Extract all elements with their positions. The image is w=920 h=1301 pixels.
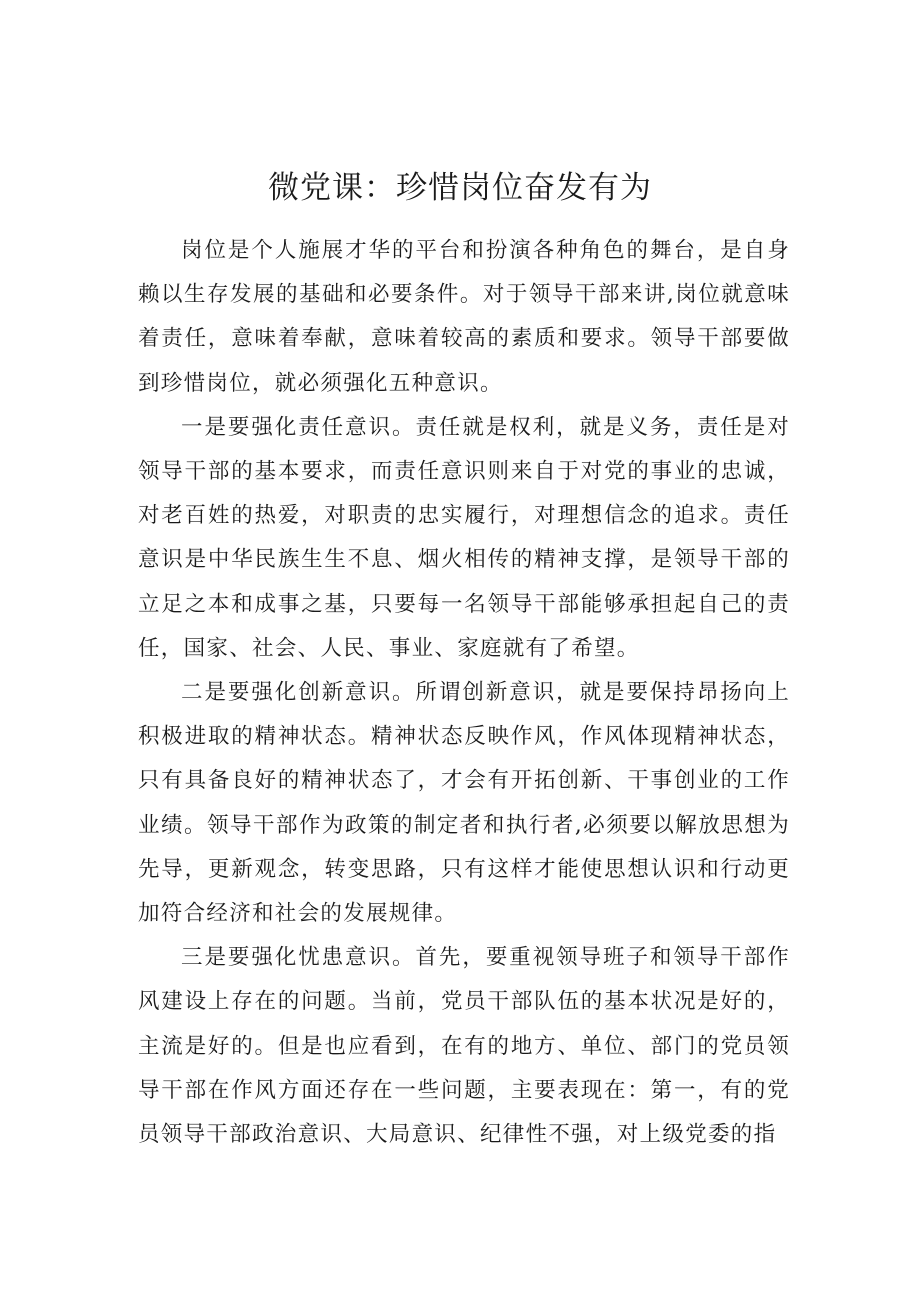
document-body xyxy=(138,229,790,1157)
paragraph-innovation: 二是要强化创新意识。所谓创新意识，就是要保持昂扬向上积极进取的精神状态。精神状态反映作风，作风体现精神状态，只有具备良好的精神状态了，才会有开拓创新、干事创业的工作业绩。领导干部作为政策的制定者和执行者,必须要以解放思想为先导，更新观念，转变思路，只有这样才能使思想认识和行动更加符合经济和社会的发展规律。 xyxy=(138,680,790,927)
document-title: 微党课：珍惜岗位奋发有为 xyxy=(268,170,652,206)
paragraph-responsibility: 一是要强化责任意识。责任就是权利，就是义务，责任是对领导干部的基本要求，而责任意识则来自于对党的事业的忠诚，对老百姓的热爱，对职责的忠实履行，对理想信念的追求。责任意识是中华民族生生不息、烟火相传的精神支撑，是领导干部的立足之本和成事之基，只要每一名领导干部能够承担起自己的责任，国家、社会、人民、事业、家庭就有了希望。 xyxy=(138,414,790,661)
paragraph-intro: 岗位是个人施展才华的平台和扮演各种角色的舞台，是自身赖以生存发展的基础和必要条件。对于领导干部来讲,岗位就意味着责任，意味着奉献，意味着较高的素质和要求。领导干部要做到珍惜岗位，就必须强化五种意识。 xyxy=(138,238,790,396)
paragraph-vigilance: 三是要强化忧患意识。首先，要重视领导班子和领导干部作风建设上存在的问题。当前，党员干部队伍的基本状况是好的，主流是好的。但是也应看到，在有的地方、单位、部门的党员领导干部在作风方面还存在一些问题，主要表现在：第一，有的党员领导干部政治意识、大局意识、纪律性不强，对上级党委的指 xyxy=(138,945,790,1148)
